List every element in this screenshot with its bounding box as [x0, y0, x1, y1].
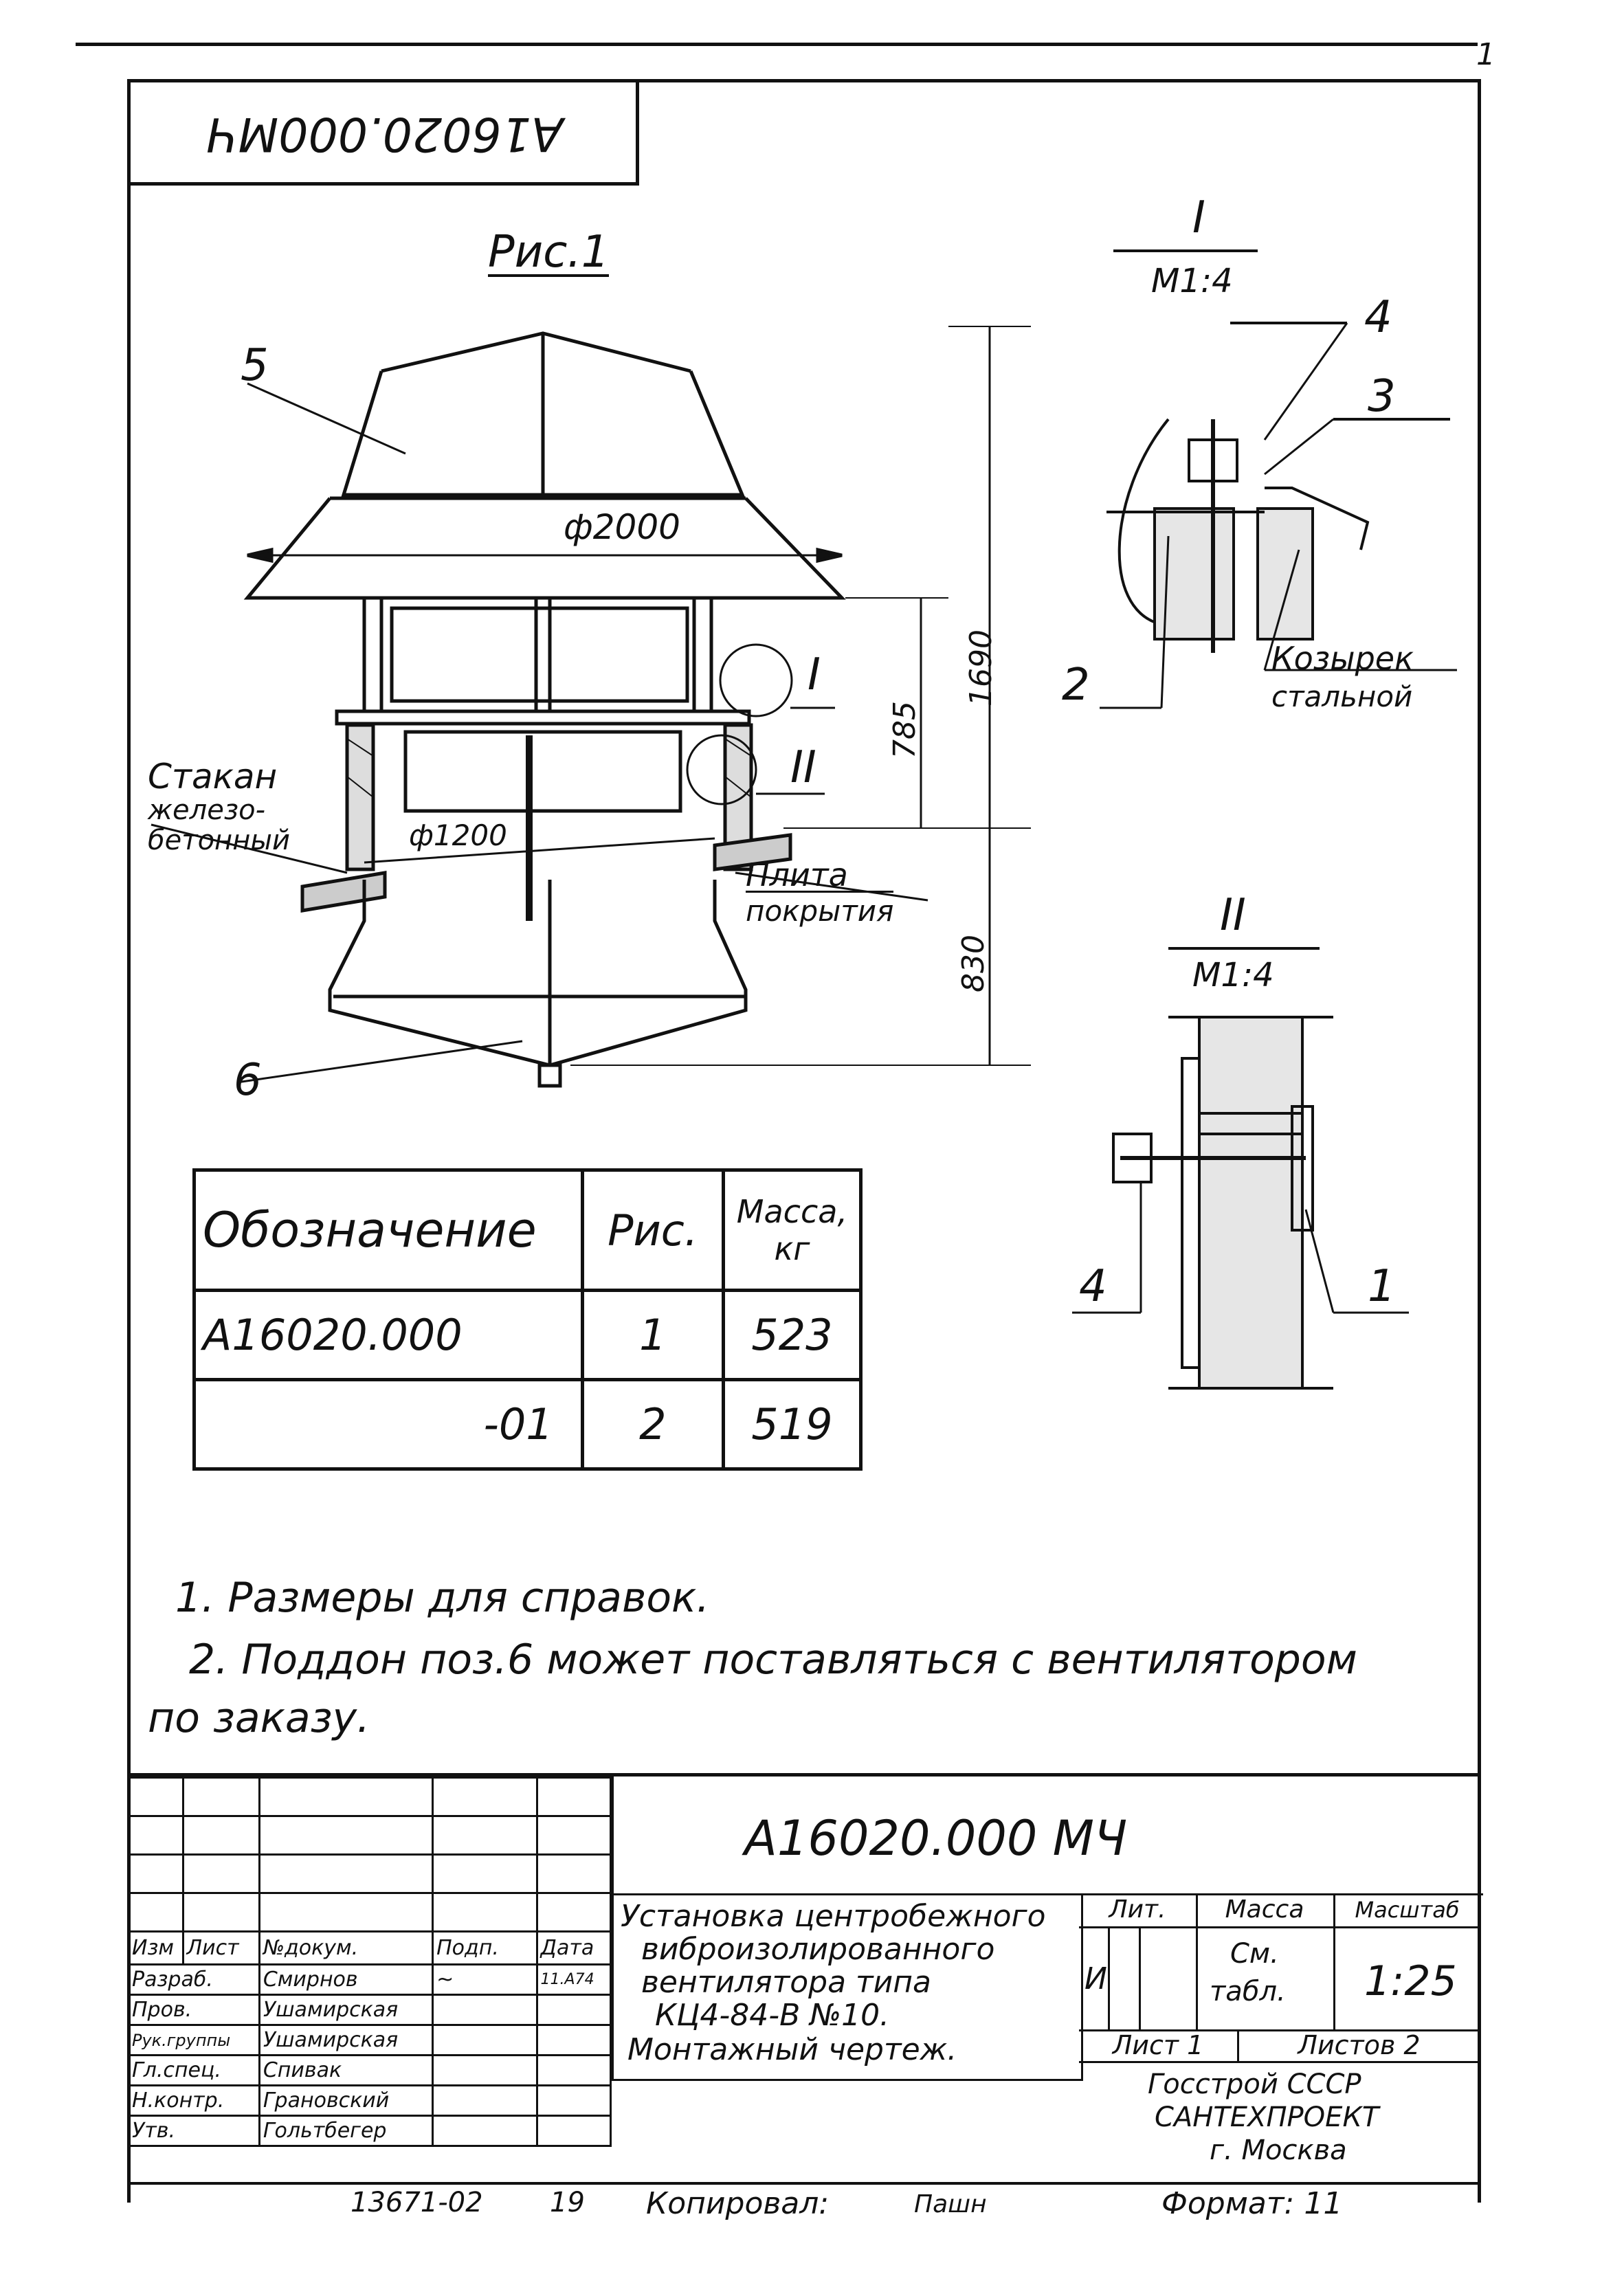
- spec-header-designation: Обозначение: [194, 1170, 583, 1291]
- stamp-code-rotated: A16020.000МЧ: [206, 107, 564, 161]
- role-date: 11.А74: [537, 1965, 610, 1995]
- dimension-830-label: 830: [955, 935, 991, 992]
- dimension-1690-label: 1690: [963, 630, 999, 706]
- role-row: [129, 2086, 611, 2116]
- role-row: [129, 1995, 611, 2025]
- slab-label: [746, 856, 894, 928]
- title-line: виброизолированного: [641, 1932, 995, 1967]
- mass-value-line1: См.: [1230, 1938, 1279, 1970]
- glass-label: [148, 759, 290, 854]
- position-5-label: 5: [241, 340, 269, 391]
- organization-cell: [1079, 2061, 1481, 2185]
- slab-label-line2: покрытия: [746, 894, 894, 928]
- role-label: Гл.спец.: [129, 2056, 260, 2086]
- role-signature: [433, 2056, 537, 2086]
- title-line: КЦ4-84-В №10.: [655, 1998, 890, 2033]
- mass-header: Масса: [1196, 1893, 1335, 1928]
- visor-label-line1: Козырек: [1271, 640, 1414, 677]
- spec-cell-mass: 519: [723, 1380, 860, 1469]
- col-header-rev: Изм: [129, 1932, 183, 1965]
- detail-2-pos4: 4: [1079, 1261, 1107, 1312]
- figure-title: Рис.1: [488, 227, 610, 278]
- spec-cell-mass: 523: [723, 1291, 860, 1380]
- col-header-docno: №докум.: [259, 1932, 432, 1965]
- title-code-cell: [612, 1777, 1483, 1895]
- spec-cell-designation: -01: [194, 1380, 583, 1469]
- detail-1-pos3: 3: [1368, 371, 1396, 422]
- callout-II-label: II: [790, 742, 816, 793]
- callout-I-label: I: [808, 649, 821, 700]
- mass-value-line2: табл.: [1210, 1976, 1286, 2007]
- revision-grid: [127, 1777, 612, 2147]
- note-2: 2. Поддон поз.6 может поставляться с вентилятором: [189, 1636, 1357, 1684]
- title-line: вентилятора типа: [641, 1965, 931, 2000]
- spec-cell-figure: 2: [582, 1380, 723, 1469]
- col-header-date: Дата: [537, 1932, 610, 1965]
- detail-1-scale: М1:4: [1151, 262, 1233, 300]
- org-line3: г. Москва: [1210, 2135, 1347, 2166]
- role-signature: [433, 2025, 537, 2056]
- detail-1-pos2: 2: [1062, 660, 1090, 711]
- note-2-cont: по заказу.: [148, 1694, 370, 1742]
- glass-label-line3: бетонный: [148, 825, 290, 856]
- specification-table: [192, 1168, 863, 1471]
- role-row: [129, 2116, 611, 2146]
- dimension-785-label: 785: [887, 701, 922, 759]
- spec-header-mass: Масса, кг: [723, 1170, 860, 1291]
- inventory-subnumber: 19: [550, 2187, 585, 2218]
- lit-header: Лит.: [1079, 1893, 1198, 1928]
- position-6-label: 6: [234, 1055, 262, 1106]
- revision-header-row: [129, 1932, 611, 1965]
- role-row: [129, 2025, 611, 2056]
- role-name: Ушамирская: [259, 2025, 432, 2056]
- note-1: 1. Размеры для справок.: [175, 1574, 710, 1622]
- role-name: Спивак: [259, 2056, 432, 2086]
- drawing-title: [612, 1893, 1083, 2081]
- glass-label-line1: Стакан: [148, 757, 278, 797]
- fan-cap-outline: [381, 333, 691, 371]
- role-label: Н.контр.: [129, 2086, 260, 2116]
- org-line1: Госстрой СССР: [1148, 2069, 1361, 2100]
- slab-label-line1: Плита: [746, 859, 893, 893]
- sheet-page-number: 1: [1476, 37, 1495, 72]
- diameter-1200-label: ф1200: [409, 818, 507, 852]
- title-line: Монтажный чертеж.: [627, 2032, 957, 2067]
- role-name: Гольтбегер: [259, 2116, 432, 2146]
- copied-by-label: Копировал:: [646, 2186, 830, 2221]
- detail-1-pos4: 4: [1364, 292, 1392, 343]
- scale-value-cell: [1333, 1926, 1481, 2031]
- col-header-sign: Подп.: [433, 1932, 537, 1965]
- mass-value-cell: [1196, 1926, 1335, 2031]
- spec-row: [194, 1380, 861, 1469]
- role-signature: [433, 2086, 537, 2116]
- role-name: Смирнов: [259, 1965, 432, 1995]
- spec-row: [194, 1291, 861, 1380]
- sheets-total-cell: Листов 2: [1237, 2029, 1481, 2063]
- spec-header-row: [194, 1170, 861, 1291]
- spec-cell-figure: 1: [582, 1291, 723, 1380]
- title-line: Установка центробежного: [621, 1899, 1046, 1934]
- role-row: [129, 2056, 611, 2086]
- footer-line: [127, 2182, 1481, 2185]
- role-label: Пров.: [129, 1995, 260, 2025]
- spec-cell-designation: А16020.000: [194, 1291, 583, 1380]
- detail-2-title: II: [1220, 890, 1246, 941]
- format-label: Формат: 11: [1161, 2186, 1343, 2221]
- role-signature: ~: [433, 1965, 537, 1995]
- title-block: [127, 1773, 1481, 2185]
- sheet-number-cell: Лист 1: [1079, 2029, 1239, 2063]
- detail-2-pos1: 1: [1368, 1261, 1396, 1312]
- diameter-2000-label: ф2000: [564, 507, 680, 547]
- col-header-sheet: Лист: [183, 1932, 259, 1965]
- detail-1-title: I: [1192, 192, 1205, 243]
- role-label: Разраб.: [129, 1965, 260, 1995]
- lit-value: И: [1084, 1961, 1107, 1996]
- role-name: Грановский: [259, 2086, 432, 2116]
- role-signature: [433, 2116, 537, 2146]
- copier-signature: Пашн: [914, 2190, 987, 2218]
- role-signature: [433, 1995, 537, 2025]
- visor-label: [1271, 640, 1414, 713]
- lit-value-cell: [1079, 1926, 1198, 2031]
- inventory-number: 13671-02: [351, 2187, 483, 2218]
- role-label: Утв.: [129, 2116, 260, 2146]
- scale-value: 1:25: [1364, 1957, 1457, 2005]
- spec-header-figure: Рис.: [582, 1170, 723, 1291]
- detail-2-drawing: [1072, 948, 1409, 1388]
- glass-label-line2: железо-: [148, 794, 265, 826]
- drawing-code: А16020.000 МЧ: [744, 1810, 1128, 1867]
- detail-2-scale: М1:4: [1192, 956, 1274, 994]
- scale-header: Масштаб: [1333, 1893, 1481, 1928]
- role-row: [129, 1965, 611, 1995]
- visor-label-line2: стальной: [1271, 680, 1413, 713]
- role-label: Рук.группы: [129, 2025, 260, 2056]
- org-line2: САНТЕХПРОЕКТ: [1155, 2102, 1379, 2133]
- role-name: Ушамирская: [259, 1995, 432, 2025]
